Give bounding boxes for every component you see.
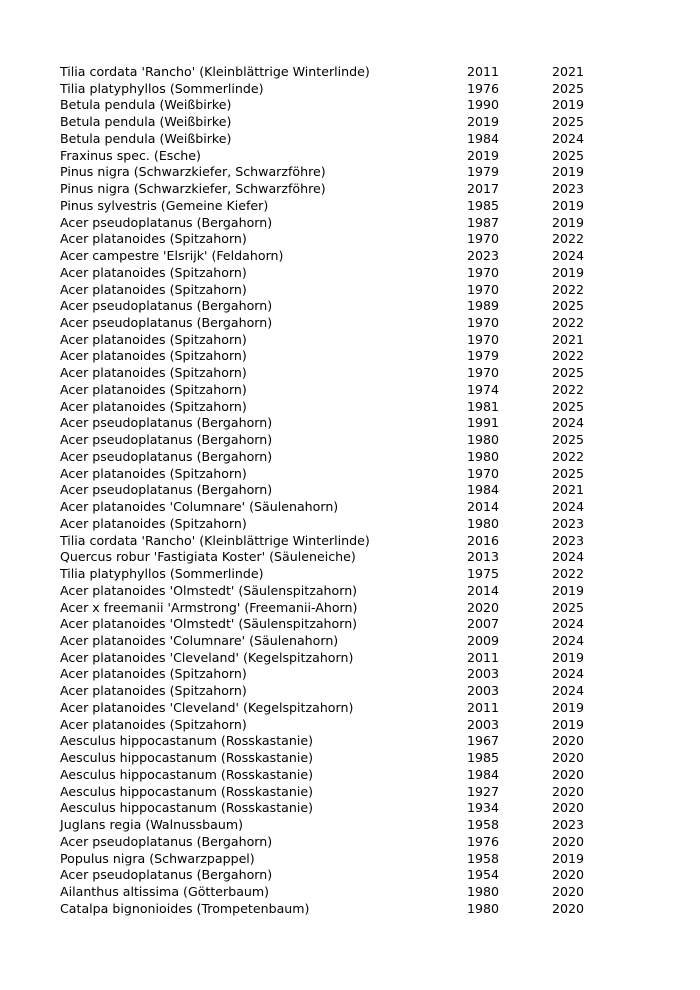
year-second: 2019 xyxy=(552,649,585,665)
table-row xyxy=(60,332,620,349)
species-name: Betula pendula (Weißbirke) xyxy=(60,97,232,113)
table-row xyxy=(60,767,620,784)
table-row xyxy=(60,901,620,918)
species-name: Betula pendula (Weißbirke) xyxy=(60,130,232,146)
year-second: 2019 xyxy=(552,264,585,280)
table-row xyxy=(60,382,620,399)
year-second: 2024 xyxy=(552,616,585,632)
species-name: Acer platanoides (Spitzahorn) xyxy=(60,515,247,531)
table-row xyxy=(60,432,620,449)
year-first: 1979 xyxy=(467,164,500,180)
year-second: 2023 xyxy=(552,817,585,833)
species-name: Aesculus hippocastanum (Rosskastanie) xyxy=(60,733,313,749)
species-name: Acer platanoides (Spitzahorn) xyxy=(60,381,247,397)
table-row xyxy=(60,616,620,633)
year-first: 1991 xyxy=(467,415,500,431)
table-row xyxy=(60,114,620,131)
year-first: 1958 xyxy=(467,817,500,833)
species-name: Acer platanoides 'Cleveland' (Kegelspitzahorn) xyxy=(60,649,354,665)
year-first: 1970 xyxy=(467,315,500,331)
species-name: Acer campestre 'Elsrijk' (Feldahorn) xyxy=(60,248,284,264)
year-second: 2019 xyxy=(552,850,585,866)
year-second: 2024 xyxy=(552,415,585,431)
species-name: Acer platanoides (Spitzahorn) xyxy=(60,331,247,347)
table-row xyxy=(60,97,620,114)
year-second: 2020 xyxy=(552,766,585,782)
species-name: Acer pseudoplatanus (Bergahorn) xyxy=(60,315,273,331)
year-first: 1979 xyxy=(467,348,500,364)
year-second: 2022 xyxy=(552,348,585,364)
table-row xyxy=(60,164,620,181)
species-name: Acer platanoides 'Cleveland' (Kegelspitzahorn) xyxy=(60,699,354,715)
species-name: Acer platanoides (Spitzahorn) xyxy=(60,465,247,481)
table-row xyxy=(60,148,620,165)
table-row xyxy=(60,750,620,767)
tree-table xyxy=(60,64,620,917)
table-row xyxy=(60,566,620,583)
table-row xyxy=(60,298,620,315)
table-row xyxy=(60,449,620,466)
species-name: Acer platanoides 'Olmstedt' (Säulenspitzahorn) xyxy=(60,582,358,598)
year-second: 2021 xyxy=(552,482,585,498)
year-first: 1927 xyxy=(467,783,500,799)
table-row xyxy=(60,198,620,215)
year-first: 1958 xyxy=(467,850,500,866)
year-second: 2020 xyxy=(552,783,585,799)
species-name: Fraxinus spec. (Esche) xyxy=(60,147,201,163)
species-name: Acer platanoides (Spitzahorn) xyxy=(60,365,247,381)
year-first: 2014 xyxy=(467,499,500,515)
year-first: 2003 xyxy=(467,716,500,732)
species-name: Acer platanoides (Spitzahorn) xyxy=(60,666,247,682)
year-first: 1984 xyxy=(467,130,500,146)
species-name: Acer x freemanii 'Armstrong' (Freemanii-Ahorn) xyxy=(60,599,358,615)
species-name: Populus nigra (Schwarzpappel) xyxy=(60,850,255,866)
species-name: Acer platanoides (Spitzahorn) xyxy=(60,231,247,247)
table-row xyxy=(60,834,620,851)
year-first: 1980 xyxy=(467,432,500,448)
species-name: Acer pseudoplatanus (Bergahorn) xyxy=(60,432,273,448)
year-first: 2003 xyxy=(467,683,500,699)
year-second: 2019 xyxy=(552,164,585,180)
species-name: Acer platanoides 'Olmstedt' (Säulenspitzahorn) xyxy=(60,616,358,632)
species-name: Acer platanoides (Spitzahorn) xyxy=(60,683,247,699)
year-first: 1985 xyxy=(467,750,500,766)
year-second: 2022 xyxy=(552,281,585,297)
table-row xyxy=(60,533,620,550)
year-second: 2025 xyxy=(552,114,585,130)
year-second: 2022 xyxy=(552,231,585,247)
table-row xyxy=(60,666,620,683)
year-second: 2020 xyxy=(552,867,585,883)
year-first: 2013 xyxy=(467,549,500,565)
table-row xyxy=(60,884,620,901)
year-first: 1934 xyxy=(467,800,500,816)
year-second: 2024 xyxy=(552,248,585,264)
table-row xyxy=(60,399,620,416)
year-first: 1974 xyxy=(467,381,500,397)
year-second: 2019 xyxy=(552,97,585,113)
table-row xyxy=(60,81,620,98)
table-row xyxy=(60,700,620,717)
year-first: 2016 xyxy=(467,532,500,548)
year-second: 2025 xyxy=(552,147,585,163)
year-second: 2022 xyxy=(552,448,585,464)
year-first: 1980 xyxy=(467,448,500,464)
species-name: Acer pseudoplatanus (Bergahorn) xyxy=(60,448,273,464)
year-first: 2011 xyxy=(467,649,500,665)
year-first: 1954 xyxy=(467,867,500,883)
table-row xyxy=(60,64,620,81)
year-first: 2023 xyxy=(467,248,500,264)
table-row xyxy=(60,282,620,299)
table-row xyxy=(60,348,620,365)
table-row xyxy=(60,867,620,884)
year-first: 1989 xyxy=(467,298,500,314)
species-name: Betula pendula (Weißbirke) xyxy=(60,114,232,130)
year-first: 1984 xyxy=(467,482,500,498)
year-second: 2020 xyxy=(552,800,585,816)
species-name: Acer platanoides (Spitzahorn) xyxy=(60,398,247,414)
species-name: Acer pseudoplatanus (Bergahorn) xyxy=(60,833,273,849)
year-second: 2025 xyxy=(552,465,585,481)
table-row xyxy=(60,265,620,282)
species-name: Acer pseudoplatanus (Bergahorn) xyxy=(60,298,273,314)
year-first: 1970 xyxy=(467,365,500,381)
year-first: 1967 xyxy=(467,733,500,749)
year-first: 2019 xyxy=(467,147,500,163)
table-row xyxy=(60,817,620,834)
table-row xyxy=(60,633,620,650)
year-second: 2019 xyxy=(552,582,585,598)
species-name: Tilia cordata 'Rancho' (Kleinblättrige Winterlinde) xyxy=(60,532,370,548)
year-second: 2020 xyxy=(552,833,585,849)
table-row xyxy=(60,415,620,432)
table-row xyxy=(60,784,620,801)
year-first: 2014 xyxy=(467,582,500,598)
species-name: Aesculus hippocastanum (Rosskastanie) xyxy=(60,783,313,799)
species-name: Catalpa bignonioides (Trompetenbaum) xyxy=(60,900,310,916)
species-name: Aesculus hippocastanum (Rosskastanie) xyxy=(60,750,313,766)
species-name: Pinus sylvestris (Gemeine Kiefer) xyxy=(60,197,269,213)
table-row xyxy=(60,800,620,817)
year-second: 2024 xyxy=(552,130,585,146)
year-second: 2019 xyxy=(552,214,585,230)
species-name: Acer pseudoplatanus (Bergahorn) xyxy=(60,867,273,883)
year-second: 2025 xyxy=(552,365,585,381)
year-second: 2024 xyxy=(552,683,585,699)
year-second: 2024 xyxy=(552,666,585,682)
year-first: 2011 xyxy=(467,64,500,79)
species-name: Aesculus hippocastanum (Rosskastanie) xyxy=(60,800,313,816)
year-second: 2022 xyxy=(552,315,585,331)
species-name: Acer platanoides (Spitzahorn) xyxy=(60,264,247,280)
year-second: 2022 xyxy=(552,381,585,397)
table-row xyxy=(60,248,620,265)
species-name: Acer platanoides (Spitzahorn) xyxy=(60,348,247,364)
year-second: 2023 xyxy=(552,532,585,548)
year-second: 2023 xyxy=(552,515,585,531)
table-row xyxy=(60,231,620,248)
year-second: 2025 xyxy=(552,599,585,615)
species-name: Acer pseudoplatanus (Bergahorn) xyxy=(60,214,273,230)
year-second: 2020 xyxy=(552,900,585,916)
year-first: 2019 xyxy=(467,114,500,130)
species-name: Ailanthus altissima (Götterbaum) xyxy=(60,883,270,899)
year-second: 2020 xyxy=(552,750,585,766)
year-second: 2021 xyxy=(552,64,585,79)
table-row xyxy=(60,851,620,868)
year-second: 2021 xyxy=(552,331,585,347)
table-row xyxy=(60,683,620,700)
table-row xyxy=(60,549,620,566)
year-second: 2020 xyxy=(552,733,585,749)
year-first: 1970 xyxy=(467,331,500,347)
species-name: Acer platanoides 'Columnare' (Säulenahorn) xyxy=(60,499,339,515)
year-second: 2025 xyxy=(552,298,585,314)
table-row xyxy=(60,499,620,516)
year-second: 2023 xyxy=(552,181,585,197)
year-second: 2024 xyxy=(552,549,585,565)
year-first: 1976 xyxy=(467,80,500,96)
table-row xyxy=(60,131,620,148)
year-first: 1976 xyxy=(467,833,500,849)
year-second: 2024 xyxy=(552,499,585,515)
table-row xyxy=(60,365,620,382)
year-second: 2025 xyxy=(552,398,585,414)
species-name: Aesculus hippocastanum (Rosskastanie) xyxy=(60,766,313,782)
species-name: Tilia platyphyllos (Sommerlinde) xyxy=(60,566,264,582)
table-row xyxy=(60,650,620,667)
year-first: 2020 xyxy=(467,599,500,615)
year-second: 2025 xyxy=(552,432,585,448)
table-row xyxy=(60,466,620,483)
species-name: Tilia platyphyllos (Sommerlinde) xyxy=(60,80,264,96)
year-second: 2019 xyxy=(552,699,585,715)
table-row xyxy=(60,583,620,600)
year-first: 2007 xyxy=(467,616,500,632)
year-first: 2009 xyxy=(467,632,500,648)
year-second: 2025 xyxy=(552,80,585,96)
year-first: 1980 xyxy=(467,900,500,916)
year-first: 1970 xyxy=(467,281,500,297)
year-first: 1984 xyxy=(467,766,500,782)
table-row xyxy=(60,516,620,533)
species-name: Acer platanoides 'Columnare' (Säulenahorn) xyxy=(60,632,339,648)
year-second: 2022 xyxy=(552,566,585,582)
species-name: Quercus robur 'Fastigiata Koster' (Säuleneiche) xyxy=(60,549,356,565)
year-first: 1970 xyxy=(467,231,500,247)
table-row xyxy=(60,181,620,198)
species-name: Pinus nigra (Schwarzkiefer, Schwarzföhre) xyxy=(60,164,326,180)
year-first: 1990 xyxy=(467,97,500,113)
year-first: 1985 xyxy=(467,197,500,213)
species-name: Acer pseudoplatanus (Bergahorn) xyxy=(60,482,273,498)
table-row xyxy=(60,215,620,232)
table-row xyxy=(60,717,620,734)
year-second: 2020 xyxy=(552,883,585,899)
year-first: 1980 xyxy=(467,515,500,531)
species-name: Acer pseudoplatanus (Bergahorn) xyxy=(60,415,273,431)
year-first: 2011 xyxy=(467,699,500,715)
species-name: Acer platanoides (Spitzahorn) xyxy=(60,281,247,297)
year-first: 1980 xyxy=(467,883,500,899)
species-name: Juglans regia (Walnussbaum) xyxy=(60,817,244,833)
year-second: 2024 xyxy=(552,632,585,648)
table-row xyxy=(60,315,620,332)
table-row xyxy=(60,733,620,750)
year-second: 2019 xyxy=(552,716,585,732)
year-first: 1981 xyxy=(467,398,500,414)
table-row xyxy=(60,482,620,499)
year-first: 1970 xyxy=(467,264,500,280)
year-first: 1975 xyxy=(467,566,500,582)
species-name: Tilia cordata 'Rancho' (Kleinblättrige Winterlinde) xyxy=(60,64,370,79)
year-second: 2019 xyxy=(552,197,585,213)
year-first: 1970 xyxy=(467,465,500,481)
species-name: Acer platanoides (Spitzahorn) xyxy=(60,716,247,732)
species-name: Pinus nigra (Schwarzkiefer, Schwarzföhre) xyxy=(60,181,326,197)
table-row xyxy=(60,600,620,617)
year-first: 1987 xyxy=(467,214,500,230)
year-first: 2003 xyxy=(467,666,500,682)
year-first: 2017 xyxy=(467,181,500,197)
